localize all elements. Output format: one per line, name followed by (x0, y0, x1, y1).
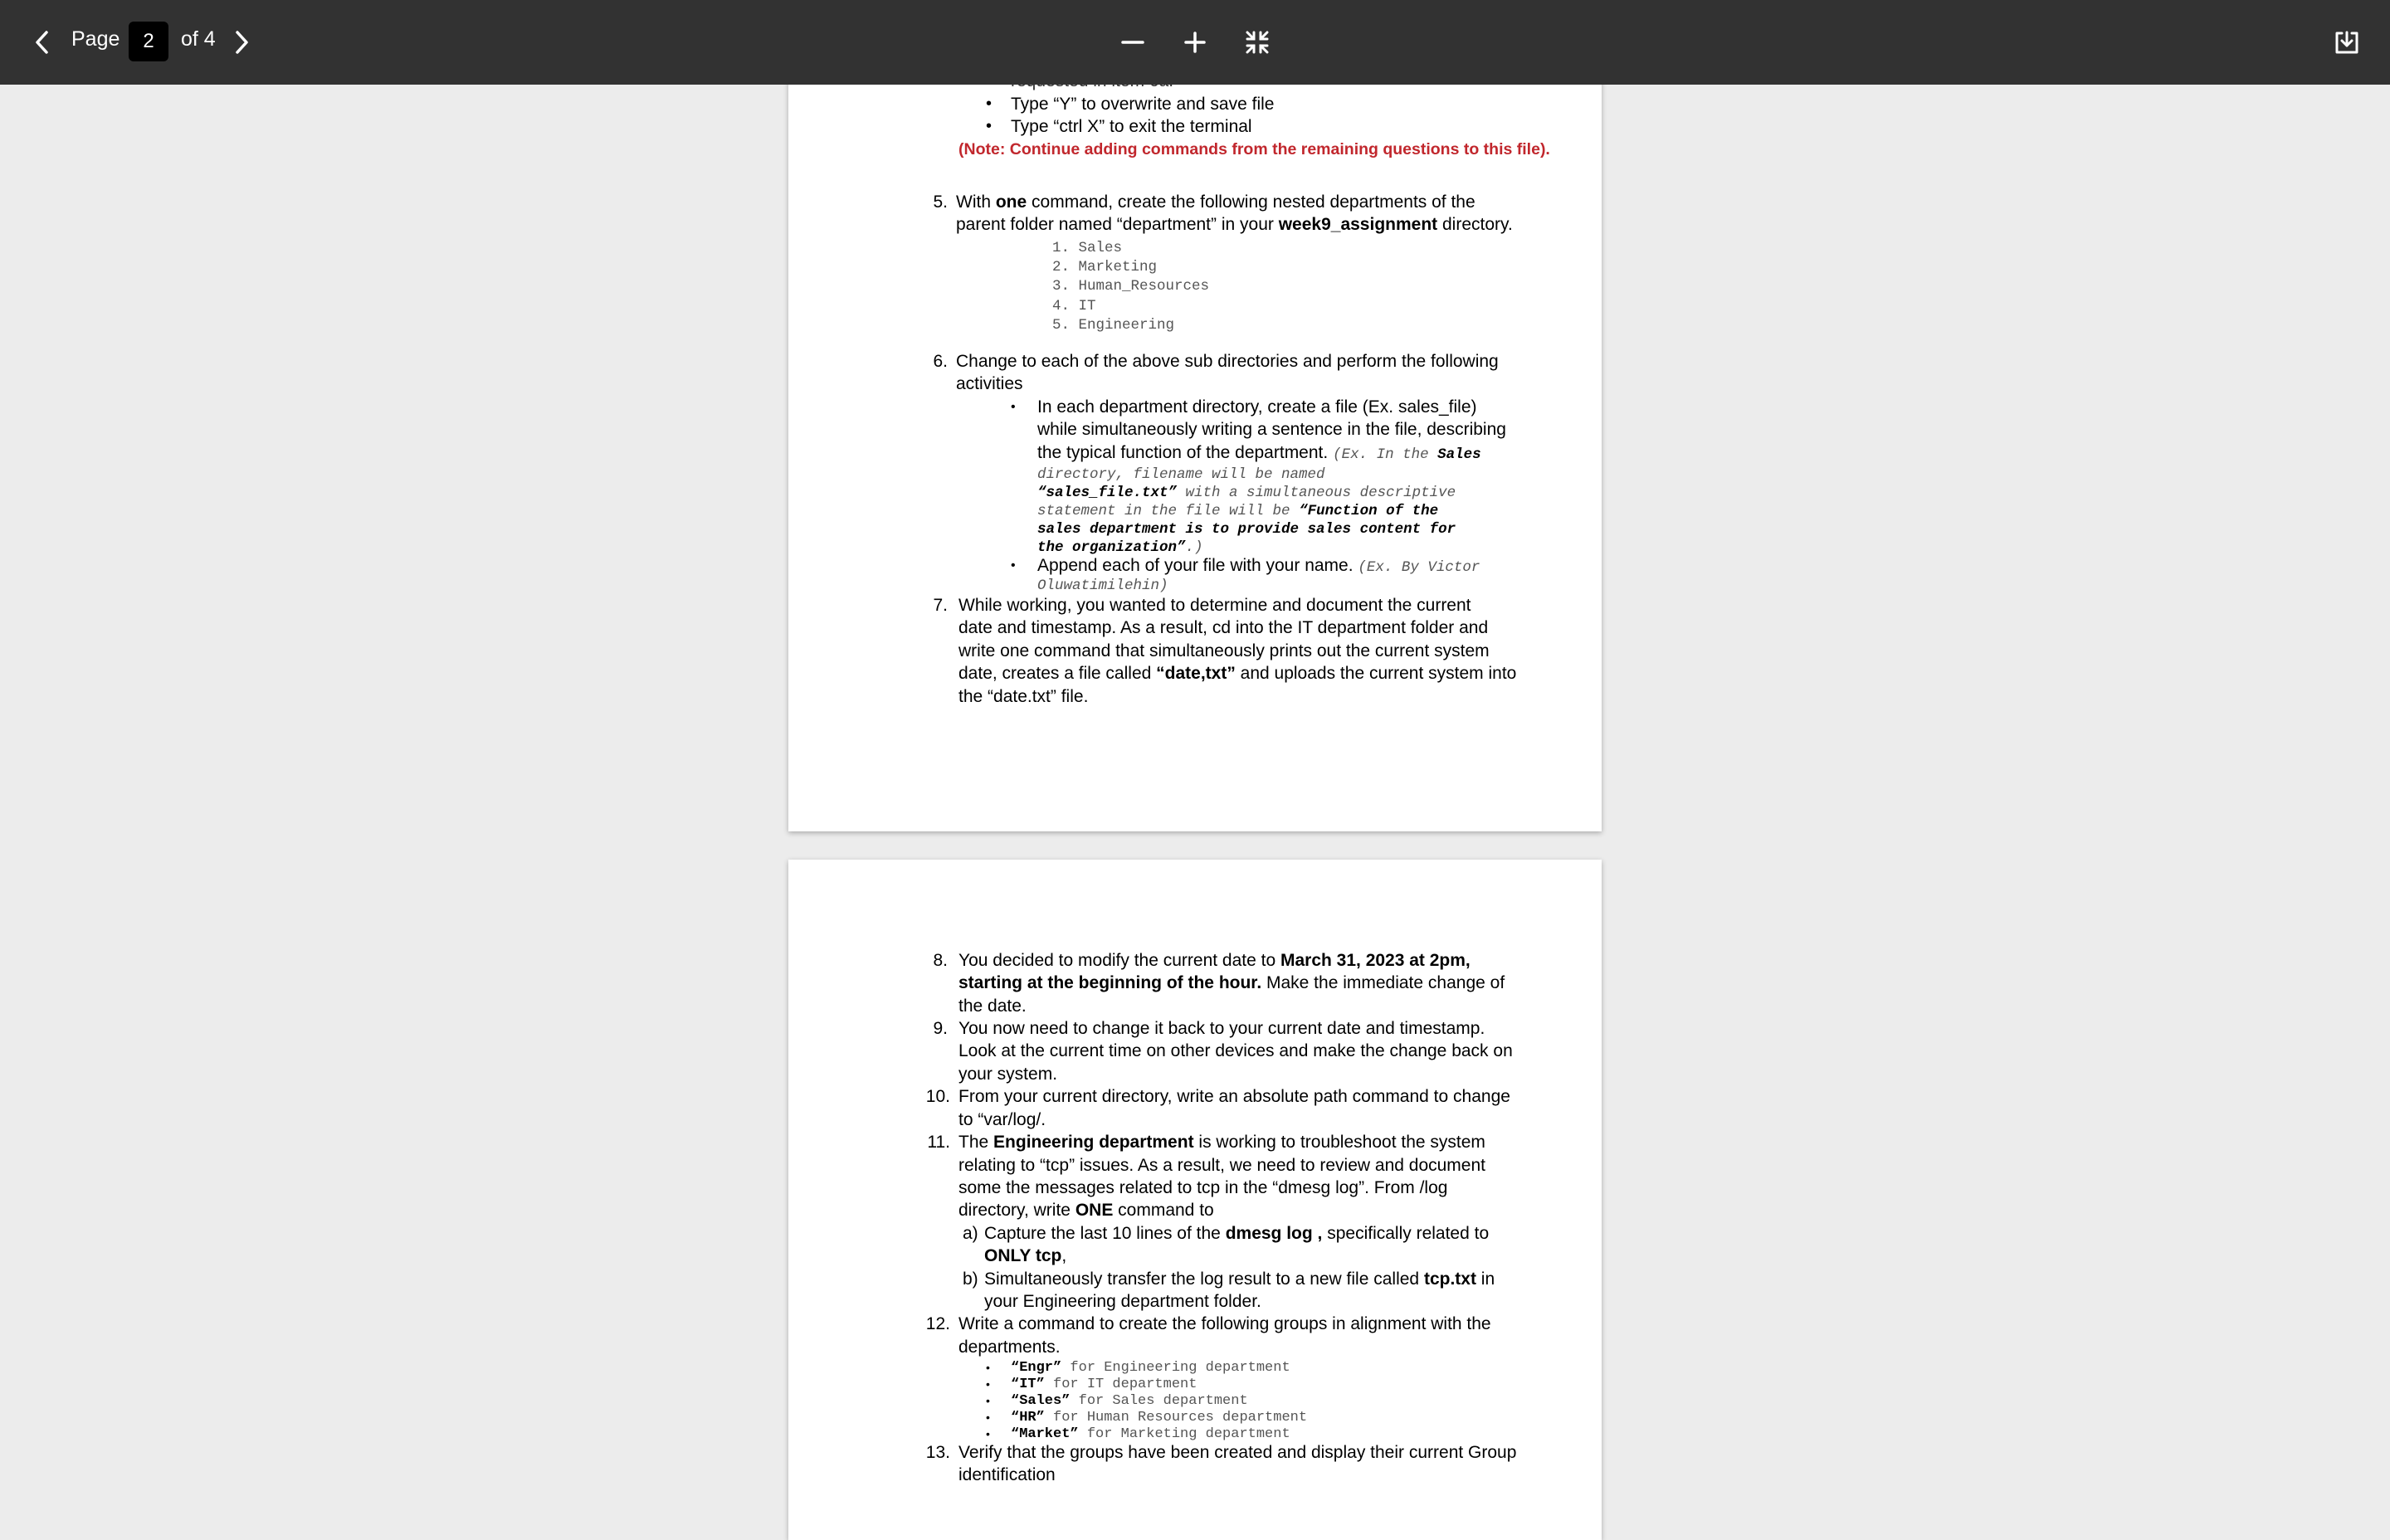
question-number: 7. (933, 596, 948, 615)
question-number: 13. (925, 1443, 950, 1462)
document-page-1 (788, 33, 1602, 831)
minus-icon (1120, 30, 1145, 55)
question-6-line-1: Change to each of the above sub directories and perform the following (956, 352, 1499, 371)
department-item: 2. Marketing (1052, 259, 1158, 275)
question-7-line: date, creates a file called “date,txt” and uploads the current system into (958, 664, 1517, 683)
page-label: Page (71, 27, 120, 51)
question-7-line: write one command that simultaneously prints out the current system (958, 641, 1490, 660)
bullet-dot: • (986, 1361, 990, 1374)
activity-line: In each department directory, create a file (Ex. sales_file) (1037, 397, 1477, 417)
question-13-line: identification (958, 1465, 1056, 1484)
department-item: 5. Engineering (1052, 317, 1175, 334)
question-9-line: Look at the current time on other devices and make the change back on (958, 1041, 1513, 1060)
group-item: “IT” for IT department (1011, 1377, 1197, 1392)
question-8-line: You decided to modify the current date to March 31, 2023 at 2pm, (958, 951, 1471, 970)
question-number: 12. (925, 1314, 950, 1333)
question-5-line-1: With one command, create the following nested departments of the (956, 192, 1475, 212)
question-12-line: departments. (958, 1338, 1061, 1357)
department-item: 3. Human_Resources (1052, 278, 1210, 295)
question-5-line-2: parent folder named “department” in your week9_assignment directory. (956, 215, 1513, 234)
bullet-dot: • (986, 1427, 990, 1440)
question-number: 11. (927, 1133, 950, 1152)
question-9-line: You now need to change it back to your current date and timestamp. (958, 1019, 1485, 1038)
activity-line: the typical function of the department. (Ex. In the Sales (1037, 443, 1481, 463)
bullet-dot: • (1011, 400, 1016, 414)
bullet-dot: • (1011, 558, 1016, 573)
question-6-line-2: activities (956, 374, 1023, 393)
example-line: directory, filename will be named (1037, 466, 1325, 483)
question-number: 6. (933, 352, 948, 371)
sub-item-line: Simultaneously transfer the log result to a new file called tcp.txt in (984, 1270, 1495, 1289)
sub-item-line: ONLY tcp, (984, 1246, 1067, 1265)
sub-item-label: b) (963, 1270, 978, 1289)
plus-icon (1183, 30, 1207, 55)
question-11-line: directory, write ONE command to (958, 1201, 1214, 1220)
question-12-line: Write a command to create the following groups in alignment with the (958, 1314, 1491, 1333)
page-number-input[interactable] (129, 22, 168, 61)
download-button[interactable] (2330, 26, 2363, 59)
zoom-out-button[interactable] (1116, 26, 1149, 59)
sub-item-line: Capture the last 10 lines of the dmesg log , specifically related to (984, 1224, 1490, 1243)
question-7-line: date and timestamp. As a result, cd into the IT department folder and (958, 618, 1489, 637)
question-7-line: While working, you wanted to determine and document the current (958, 596, 1471, 615)
department-item: 1. Sales (1052, 240, 1123, 256)
question-11-line: some the messages related to tcp in the “dmesg log”. From /log (958, 1178, 1448, 1197)
fit-page-button[interactable] (1241, 26, 1274, 59)
instruction-bullet: Type “ctrl X” to exit the terminal (1011, 117, 1252, 136)
total-pages-label: of 4 (181, 27, 216, 51)
bullet-dot: • (986, 1377, 990, 1391)
previous-page-button[interactable] (25, 25, 60, 60)
pdf-toolbar (0, 0, 2390, 85)
question-10-line: to “var/log/. (958, 1110, 1046, 1129)
question-8-line: the date. (958, 997, 1027, 1016)
download-icon (2334, 30, 2359, 55)
bullet-dot: • (986, 95, 993, 113)
bullet-dot: • (986, 1411, 990, 1424)
activity-line: while simultaneously writing a sentence in the file, describing (1037, 420, 1506, 439)
question-number: 10. (925, 1087, 950, 1106)
note-text: (Note: Continue adding commands from the remaining questions to this file). (958, 140, 1550, 158)
group-item: “Engr” for Engineering department (1011, 1360, 1290, 1376)
example-line: statement in the file will be “Function of the (1037, 503, 1439, 519)
example-line: “sales_file.txt” with a simultaneous descriptive (1037, 485, 1456, 501)
sub-item-line: your Engineering department folder. (984, 1292, 1261, 1311)
question-number: 5. (933, 192, 948, 212)
question-11-line: relating to “tcp” issues. As a result, we need to review and document (958, 1156, 1485, 1175)
chevron-right-icon (232, 29, 251, 56)
group-item: “Sales” for Sales department (1011, 1393, 1248, 1409)
question-10-line: From your current directory, write an absolute path command to change (958, 1087, 1510, 1106)
example-line: sales department is to provide sales content for (1037, 521, 1456, 538)
example-line: Oluwatimilehin) (1037, 578, 1168, 594)
question-8-line: starting at the beginning of the hour. Make the immediate change of (958, 973, 1505, 992)
question-7-line: the “date.txt” file. (958, 687, 1089, 706)
zoom-in-button[interactable] (1178, 26, 1212, 59)
department-item: 4. IT (1052, 298, 1096, 314)
question-number: 9. (933, 1019, 948, 1038)
group-item: “HR” for Human Resources department (1011, 1410, 1308, 1425)
sub-item-label: a) (963, 1224, 978, 1243)
collapse-icon (1245, 30, 1270, 55)
bullet-dot: • (986, 117, 993, 135)
question-11-line: The Engineering department is working to troubleshoot the system (958, 1133, 1485, 1152)
question-13-line: Verify that the groups have been created and display their current Group (958, 1443, 1517, 1462)
document-page-2 (788, 860, 1602, 1540)
question-number: 8. (933, 951, 948, 970)
chevron-left-icon (32, 29, 52, 56)
next-page-button[interactable] (224, 25, 259, 60)
bullet-dot: • (986, 1394, 990, 1407)
instruction-bullet: Type “Y” to overwrite and save file (1011, 95, 1275, 114)
activity-line: Append each of your file with your name. (Ex. By Victor (1037, 556, 1480, 576)
example-line: the organization”.) (1037, 539, 1203, 556)
group-item: “Market” for Marketing department (1011, 1426, 1290, 1442)
question-9-line: your system. (958, 1065, 1058, 1084)
